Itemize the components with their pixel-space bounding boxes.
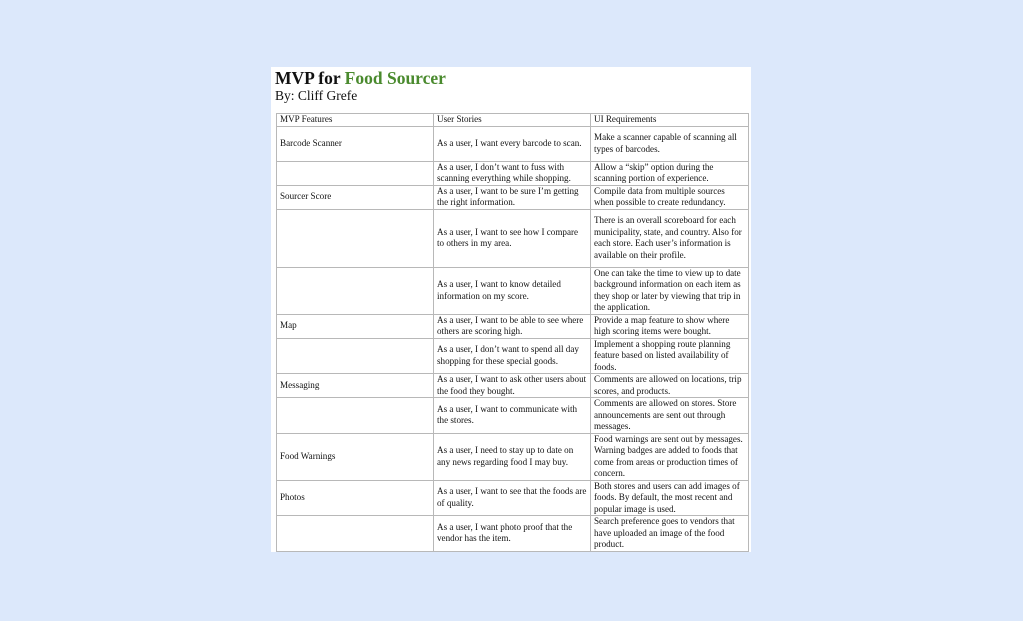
table-row [277,161,749,185]
table-row [277,516,749,552]
table-row [277,267,749,314]
table-row [277,480,749,516]
requirement-cell: Search preference goes to vendors that have uploaded an image of the food product. [591,516,749,552]
document-page [271,67,751,552]
requirement-cell: Make a scanner capable of scanning all types of barcodes. [591,126,749,161]
header-user-stories: User Stories [434,114,591,127]
document-title [275,67,748,88]
story-cell: As a user, I want to know detailed information on my score. [434,267,591,314]
requirement-cell: Implement a shopping route planning feature based on listed availability of foods. [591,338,749,374]
requirement-cell: Both stores and users can add images of foods. By default, the most recent and popular image is used. [591,480,749,516]
story-cell: As a user, I want to see how I compare to others in my area. [434,209,591,267]
title-accent: Food Sourcer [344,68,446,88]
requirement-cell: Comments are allowed on locations, trip scores, and products. [591,374,749,398]
feature-cell: Sourcer Score [277,185,434,209]
feature-cell [277,209,434,267]
table-row [277,433,749,480]
table-row [277,126,749,161]
requirement-cell: Allow a “skip” option during the scanning portion of experience. [591,161,749,185]
requirement-cell: Compile data from multiple sources when possible to create redundancy. [591,185,749,209]
story-cell: As a user, I want every barcode to scan. [434,126,591,161]
table-row [277,209,749,267]
title-prefix: MVP for [275,68,345,88]
table-row [277,314,749,338]
story-cell: As a user, I want photo proof that the vendor has the item. [434,516,591,552]
requirement-cell: There is an overall scoreboard for each municipality, state, and country. Also for each store. Each user’s information is available on their profile. [591,209,749,267]
story-cell: As a user, I need to stay up to date on any news regarding food I may buy. [434,433,591,480]
feature-cell: Messaging [277,374,434,398]
feature-cell [277,338,434,374]
feature-cell: Barcode Scanner [277,126,434,161]
story-cell: As a user, I want to ask other users about the food they bought. [434,374,591,398]
story-cell: As a user, I want to be able to see where others are scoring high. [434,314,591,338]
author-byline: By: Cliff Grefe [275,88,358,103]
story-cell: As a user, I want to be sure I’m getting the right information. [434,185,591,209]
header-mvp-features: MVP Features [277,114,434,127]
requirement-cell: Comments are allowed on stores. Store announcements are sent out through messages. [591,398,749,434]
story-cell: As a user, I want to communicate with the stores. [434,398,591,434]
story-cell: As a user, I want to see that the foods are of quality. [434,480,591,516]
requirement-cell: One can take the time to view up to date background information on each item as they shop or later by viewing that trip in the application. [591,267,749,314]
feature-cell [277,161,434,185]
table-row [277,374,749,398]
feature-cell: Photos [277,480,434,516]
feature-cell: Food Warnings [277,433,434,480]
mvp-table [276,113,749,552]
header-ui-requirements: UI Requirements [591,114,749,127]
feature-cell: Map [277,314,434,338]
table-row [277,338,749,374]
table-row [277,398,749,434]
story-cell: As a user, I don’t want to spend all day shopping for these special goods. [434,338,591,374]
requirement-cell: Food warnings are sent out by messages. Warning badges are added to foods that come from areas or production times of concern. [591,433,749,480]
table-row [277,185,749,209]
table-header-row [277,114,749,127]
requirement-cell: Provide a map feature to show where high scoring items were bought. [591,314,749,338]
feature-cell [277,398,434,434]
feature-cell [277,267,434,314]
feature-cell [277,516,434,552]
story-cell: As a user, I don’t want to fuss with scanning everything while shopping. [434,161,591,185]
